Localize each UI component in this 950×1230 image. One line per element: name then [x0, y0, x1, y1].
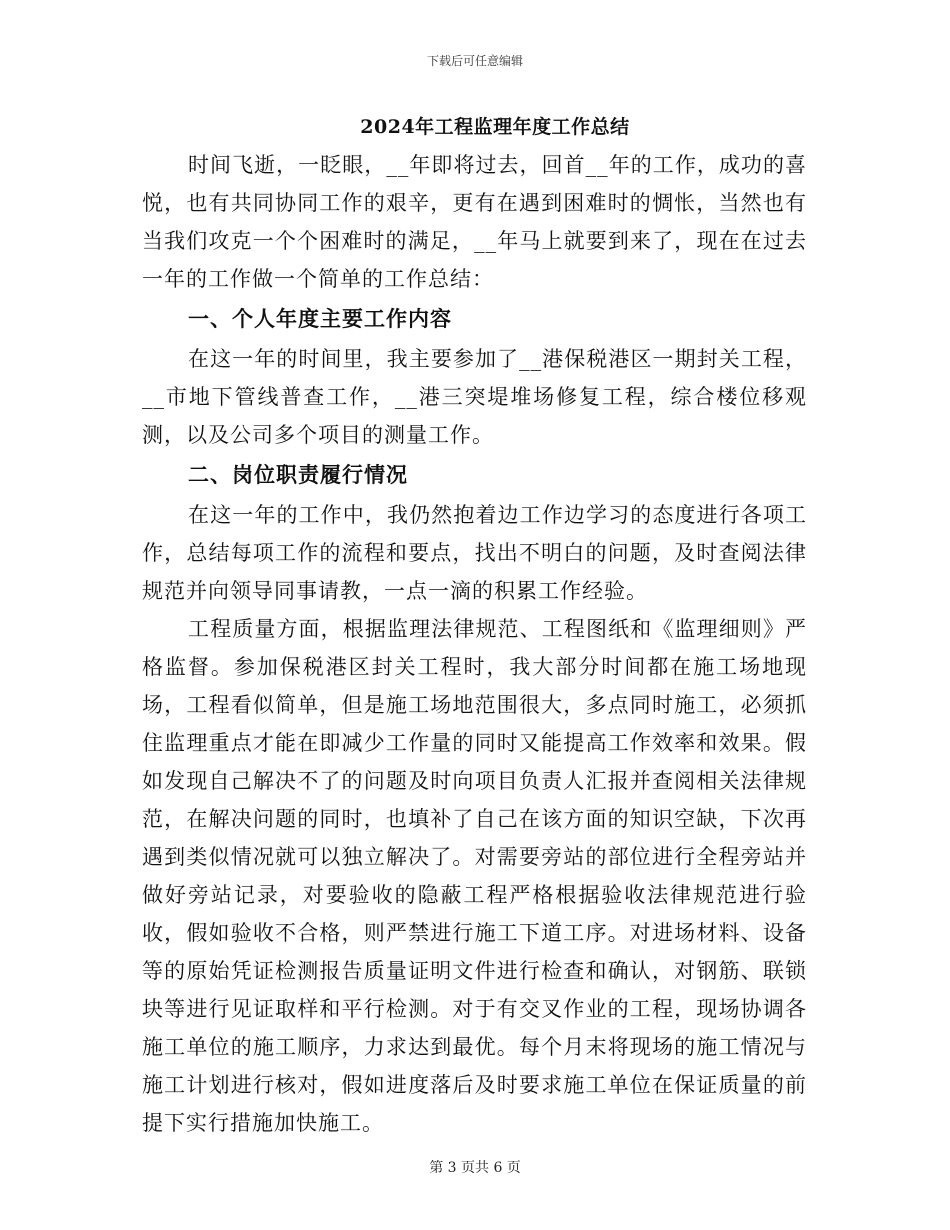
section-2-heading: 二、岗位职责履行情况 [188, 462, 408, 487]
document-title: 2024年工程监理年度工作总结 [360, 116, 630, 138]
section-2-paragraph-1: 在这一年的工作中，我仍然抱着边工作边学习的态度进行各项工作，总结每项工作的流程和要点，找出不明白的问题，及时查阅法律规范并向领导同事请教，一点一滴的积累工作经验。 [142, 503, 807, 603]
intro-paragraph: 时间飞逝，一眨眼，__年即将过去，回首__年的工作，成功的喜悦，也有共同协同工作的艰辛，更有在遇到困难时的惆怅，当然也有当我们攻克一个个困难时的满足，__年马上就要到来了，现在在过去一年的工作做一个简单的工作总结： [142, 153, 807, 291]
section-1-paragraph: 在这一年的时间里，我主要参加了__港保税港区一期封关工程，__市地下管线普查工作，__港三突堤堆场修复工程，综合楼位移观测，以及公司多个项目的测量工作。 [142, 347, 807, 447]
page-header: 下载后可任意编辑 [426, 54, 523, 68]
document-body [142, 146, 807, 1142]
section-2-paragraph-2: 工程质量方面，根据监理法律规范、工程图纸和《监理细则》严格监督。参加保税港区封关工程时，我大部分时间都在施工场地现场，工程看似简单，但是施工场地范围很大，多点同时施工，必须抓住监理重点才能在即减少工作量的同时又能提高工作效率和效果。假如发现自己解决不了的问题及时向项目负责人汇报并查阅相关法律规范，在解决问题的同时，也填补了自己在该方面的知识空缺，下次再遇到类似情况就可以独立解决了。对需要旁站的部位进行全程旁站并做好旁站记录，对要验收的隐蔽工程严格根据验收法律规范进行验收，假如验收不合格，则严禁进行施工下道工序。对进场材料、设备等的原始凭证检测报告质量证明文件进行检查和确认，对钢筋、联锁块等进行见证取样和平行检测。对于有交叉作业的工程，现场协调各施工单位的施工顺序，力求达到最优。每个月末将现场的施工情况与施工计划进行核对，假如进度落后及时要求施工单位在保证质量的前提下实行措施加快施工。 [142, 617, 807, 1135]
page-number: 第 3 页共 6 页 [429, 1160, 521, 1176]
section-1-heading: 一、个人年度主要工作内容 [188, 306, 452, 331]
